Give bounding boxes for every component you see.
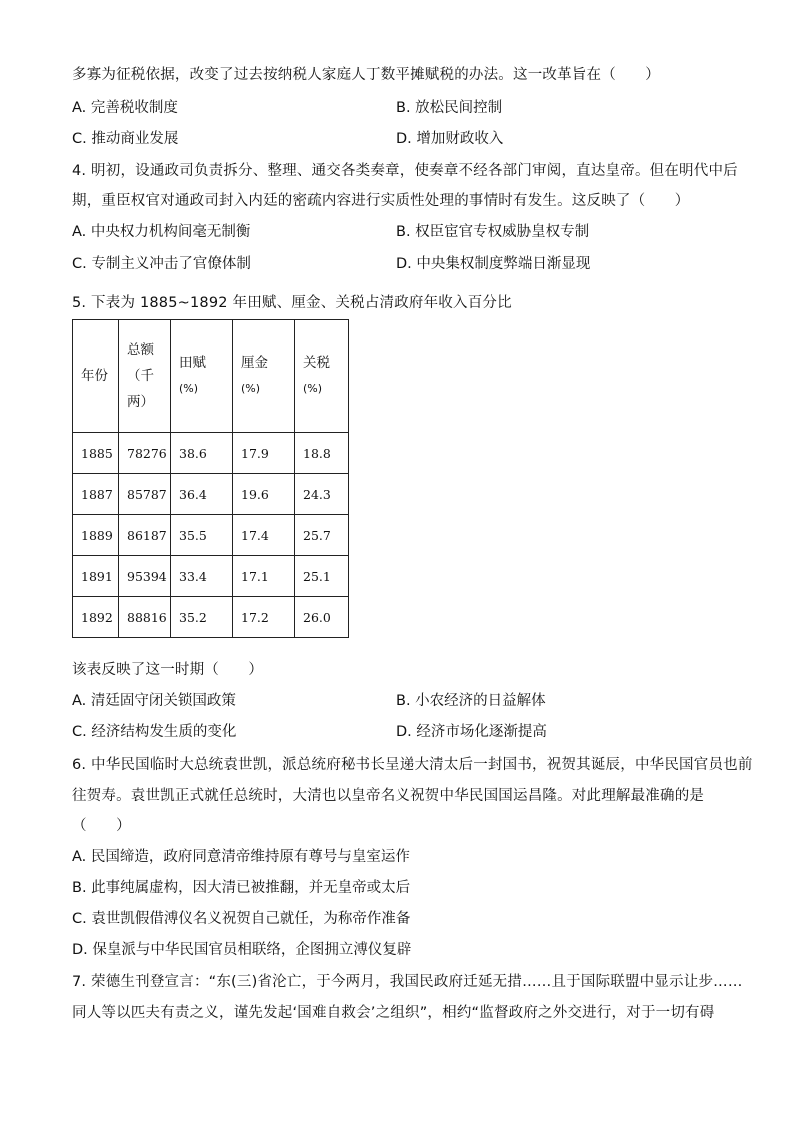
- cell-lijin: 19.6: [233, 474, 295, 515]
- cell-year: 1889: [73, 515, 119, 556]
- cell-year: 1887: [73, 474, 119, 515]
- revenue-table: [72, 319, 349, 638]
- q6-answer-blank: （ ）: [72, 818, 131, 834]
- header-tianfu-label: 田赋: [179, 355, 206, 371]
- q3-option-a[interactable]: A. 完善税收制度: [72, 100, 178, 116]
- q6-option-a[interactable]: A. 民国缔造，政府同意清帝维持原有尊号与皇室运作: [72, 849, 410, 865]
- header-lijin-label: 厘金: [241, 355, 268, 371]
- cell-guanshui: 25.7: [295, 515, 349, 556]
- table-header-row: [73, 320, 349, 433]
- q5-option-a[interactable]: A. 清廷固守闭关锁国政策: [72, 693, 236, 709]
- cell-tianfu: 35.2: [171, 597, 233, 638]
- q5-question: 该表反映了这一时期（ ）: [72, 662, 264, 678]
- header-guanshui-label: 关税: [303, 355, 330, 371]
- q5-option-d[interactable]: D. 经济市场化逐渐提高: [396, 724, 547, 740]
- table-row: [73, 474, 349, 515]
- cell-year: 1892: [73, 597, 119, 638]
- table-row: [73, 433, 349, 474]
- q3-option-c[interactable]: C. 推动商业发展: [72, 131, 179, 147]
- header-lijin-unit: (%): [241, 382, 261, 395]
- header-total-line3: 两）: [127, 394, 154, 410]
- cell-guanshui: 25.1: [295, 556, 349, 597]
- q3-option-d[interactable]: D. 增加财政收入: [396, 131, 504, 147]
- header-lijin: [233, 320, 295, 433]
- header-total-line2: （千: [127, 368, 154, 384]
- header-year: 年份: [73, 320, 119, 433]
- cell-guanshui: 24.3: [295, 474, 349, 515]
- q5-option-b[interactable]: B. 小农经济的日益解体: [396, 693, 546, 709]
- table-row: [73, 597, 349, 638]
- cell-guanshui: 18.8: [295, 433, 349, 474]
- q4-option-b[interactable]: B. 权臣宦官专权威胁皇权专制: [396, 224, 590, 240]
- q7-stem-line2: 同人等以匹夫有责之义，谨先发起‘国难自救会’之组织”，相约“监督政府之外交进行，对于一切有碍: [72, 1005, 715, 1021]
- header-guanshui-unit: (%): [303, 382, 323, 395]
- cell-total: 88816: [119, 597, 171, 638]
- q7-stem-line1: 7. 荣德生刊登宣言：“东(三)省沦亡，于今两月，我国民政府迁延无措……且于国际联盟中显示让步……: [72, 974, 743, 990]
- q3-stem-tail: 多寡为征税依据，改变了过去按纳税人家庭人丁数平摊赋税的办法。这一改革旨在（ ）: [72, 67, 660, 83]
- header-total-line1: 总额: [127, 342, 154, 358]
- q4-option-a[interactable]: A. 中央权力机构间毫无制衡: [72, 224, 251, 240]
- cell-tianfu: 36.4: [171, 474, 233, 515]
- header-tianfu-unit: (%): [179, 382, 199, 395]
- q4-stem-line1: 4. 明初，设通政司负责拆分、整理、通交各类奏章，使奏章不经各部门审阅，直达皇帝。但在明代中后: [72, 163, 738, 179]
- q6-stem-line2: 往贺寿。袁世凯正式就任总统时，大清也以皇帝名义祝贺中华民国国运昌隆。对此理解最准确的是: [72, 788, 705, 804]
- cell-total: 85787: [119, 474, 171, 515]
- cell-guanshui: 26.0: [295, 597, 349, 638]
- cell-year: 1885: [73, 433, 119, 474]
- header-tianfu: [171, 320, 233, 433]
- q4-option-d[interactable]: D. 中央集权制度弊端日渐显现: [396, 256, 591, 272]
- header-total: [119, 320, 171, 433]
- cell-total: 95394: [119, 556, 171, 597]
- q6-stem-line1: 6. 中华民国临时大总统袁世凯，派总统府秘书长呈递大清太后一封国书，祝贺其诞辰，中华民国官员也前: [72, 757, 753, 773]
- table-row: [73, 515, 349, 556]
- cell-lijin: 17.1: [233, 556, 295, 597]
- q3-option-b[interactable]: B. 放松民间控制: [396, 100, 503, 116]
- cell-total: 78276: [119, 433, 171, 474]
- q4-stem-line2: 期，重臣权官对通政司封入内廷的密疏内容进行实质性处理的事情时有发生。这反映了（ ）: [72, 193, 690, 209]
- cell-tianfu: 33.4: [171, 556, 233, 597]
- cell-total: 86187: [119, 515, 171, 556]
- q6-option-b[interactable]: B. 此事纯属虚构，因大清已被推翻，并无皇帝或太后: [72, 880, 411, 896]
- q5-option-c[interactable]: C. 经济结构发生质的变化: [72, 724, 237, 740]
- header-guanshui: [295, 320, 349, 433]
- table-row: [73, 556, 349, 597]
- q5-stem: 5. 下表为 1885~1892 年田赋、厘金、关税占清政府年收入百分比: [72, 295, 512, 311]
- cell-tianfu: 35.5: [171, 515, 233, 556]
- q6-option-d[interactable]: D. 保皇派与中华民国官员相联络，企图拥立溥仪复辟: [72, 942, 412, 958]
- q4-option-c[interactable]: C. 专制主义冲击了官僚体制: [72, 256, 251, 272]
- q6-option-c[interactable]: C. 袁世凯假借溥仪名义祝贺自己就任，为称帝作准备: [72, 911, 411, 927]
- cell-tianfu: 38.6: [171, 433, 233, 474]
- cell-lijin: 17.9: [233, 433, 295, 474]
- cell-lijin: 17.4: [233, 515, 295, 556]
- cell-lijin: 17.2: [233, 597, 295, 638]
- cell-year: 1891: [73, 556, 119, 597]
